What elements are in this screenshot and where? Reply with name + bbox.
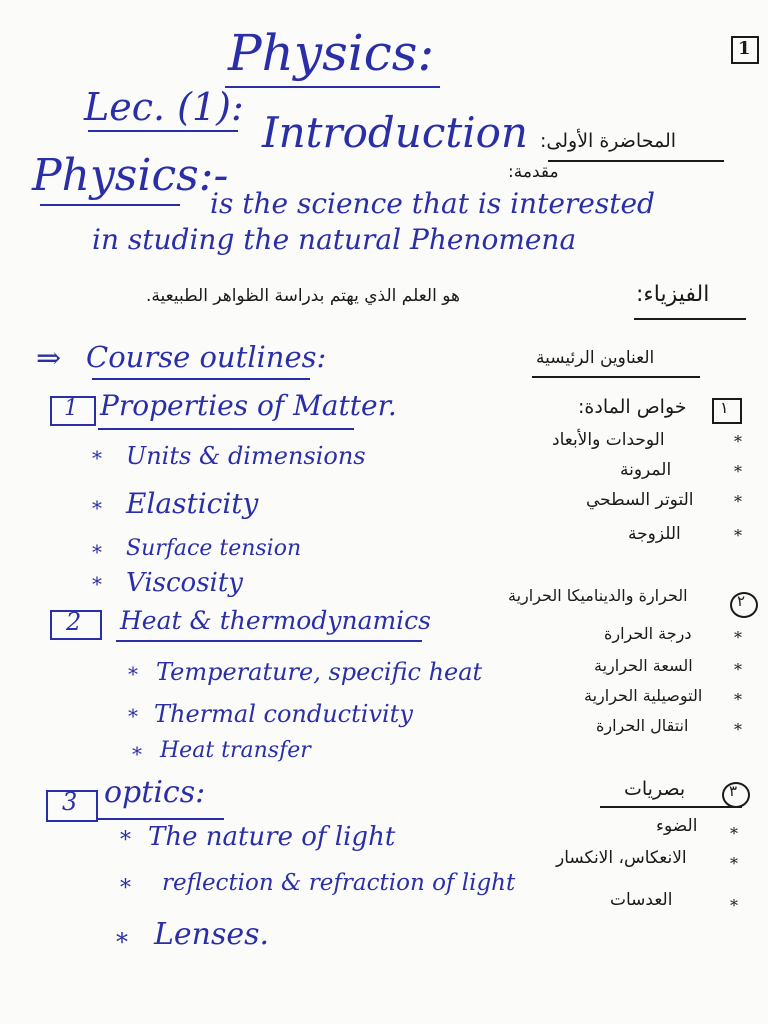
definition-arabic-text: هو العلم الذي يهتم بدراسة الظواهر الطبيعية. <box>146 286 460 306</box>
section-3-arabic-star-3: * <box>730 896 738 915</box>
section-2-star-2: * <box>128 704 138 728</box>
section-1-star-1: * <box>92 446 102 470</box>
section-3-bullet-3: * <box>116 928 128 956</box>
section-1-star-2: * <box>92 496 102 520</box>
section-3-item-2: reflection & refraction of light <box>162 870 516 896</box>
title-underline <box>225 86 440 88</box>
section-2-number: 2 <box>66 608 82 636</box>
section-2-arabic-star-3: * <box>734 690 742 709</box>
definition-term-underline <box>40 204 180 206</box>
section-2-title: Heat & thermodynamics <box>120 606 432 635</box>
section-1-arabic-item-4: اللزوجة <box>628 524 681 544</box>
definition-arabic-underline <box>634 318 746 320</box>
section-2-arabic-number: ٢ <box>737 592 746 610</box>
section-3-title: optics: <box>104 775 206 810</box>
outline-heading: Course outlines: <box>86 340 327 374</box>
section-3-arabic-item-2: الانعكاس، الانكسار <box>556 848 687 868</box>
section-3-arabic-underline <box>600 806 742 808</box>
section-2-star-1: * <box>128 662 138 686</box>
section-3-arabic-item-1: الضوء <box>656 816 698 836</box>
section-1-arabic-star-2: * <box>734 462 742 481</box>
outline-arabic-underline <box>532 376 700 378</box>
section-2-arabic-item-3: التوصيلية الحرارية <box>584 686 703 705</box>
section-1-arabic-item-2: المرونة <box>620 460 672 480</box>
definition-arabic-term: الفيزياء: <box>636 282 710 307</box>
page-number: 1 <box>738 38 751 59</box>
lecture-arabic-underline <box>548 160 724 162</box>
section-3-arabic-number: ٣ <box>729 782 738 800</box>
section-3-arabic-star-2: * <box>730 854 738 873</box>
section-2-item-1: Temperature, specific heat <box>156 658 483 686</box>
section-2-star-3: * <box>132 742 142 766</box>
section-1-arabic-star-4: * <box>734 526 742 545</box>
section-1-item-1: Units & dimensions <box>126 442 366 470</box>
section-3-underline <box>96 818 224 820</box>
lecture-arabic-topic: مقدمة: <box>508 162 559 182</box>
section-2-arabic-item-2: السعة الحرارية <box>594 656 693 675</box>
section-1-item-3: Surface tension <box>126 536 302 561</box>
section-3-bullet-2: * <box>120 876 131 901</box>
page-title: Physics: <box>228 24 435 82</box>
section-1-arabic-item-1: الوحدات والأبعاد <box>552 430 665 450</box>
section-2-arabic-star-4: * <box>734 720 742 739</box>
section-1-number: 1 <box>64 396 78 421</box>
lecture-arabic-label: المحاضرة الأولى: <box>540 130 677 152</box>
section-3-item-1: The nature of light <box>148 822 396 852</box>
section-2-item-2: Thermal conductivity <box>154 700 413 728</box>
section-1-arabic-item-3: التوتر السطحي <box>586 490 694 510</box>
section-1-star-4: * <box>92 572 102 596</box>
section-2-arabic-star-2: * <box>734 660 742 679</box>
lecture-label: Lec. (1): <box>84 85 244 129</box>
definition-line-1: is the science that is interested <box>210 187 655 220</box>
section-3-item-3: Lenses. <box>154 917 270 952</box>
section-1-star-3: * <box>92 540 102 564</box>
section-1-item-4: Viscosity <box>126 568 243 598</box>
lecture-underline <box>88 130 238 132</box>
section-2-underline <box>116 640 422 642</box>
section-1-title: Properties of Matter. <box>100 389 397 422</box>
section-2-arabic-star-1: * <box>734 628 742 647</box>
section-3-arabic-title: بصريات <box>624 778 686 800</box>
section-1-arabic-star-3: * <box>734 492 742 511</box>
section-2-arabic-item-4: انتقال الحرارة <box>596 716 689 735</box>
outline-arabic-heading: العناوين الرئيسية <box>536 348 655 368</box>
section-2-arabic-item-1: درجة الحرارة <box>604 624 692 643</box>
section-3-arabic-star-1: * <box>730 824 738 843</box>
lecture-topic: Introduction <box>262 108 528 157</box>
section-3-arabic-item-3: العدسات <box>610 890 673 910</box>
section-1-item-2: Elasticity <box>126 487 259 520</box>
section-2-item-3: Heat transfer <box>160 738 311 763</box>
definition-line-2: in studing the natural Phenomena <box>92 223 577 256</box>
section-1-arabic-star-1: * <box>734 432 742 451</box>
definition-term: Physics:- <box>32 150 229 201</box>
section-1-underline <box>98 428 354 430</box>
section-1-arabic-title: خواص المادة: <box>578 396 687 418</box>
section-2-arabic-title: الحرارة والديناميكا الحرارية <box>508 586 688 605</box>
outline-underline <box>92 378 310 380</box>
arrow-icon: ⇒ <box>36 341 62 376</box>
section-3-bullet-1: * <box>120 828 131 853</box>
section-1-arabic-number: ١ <box>720 398 729 417</box>
section-3-number: 3 <box>62 788 78 816</box>
